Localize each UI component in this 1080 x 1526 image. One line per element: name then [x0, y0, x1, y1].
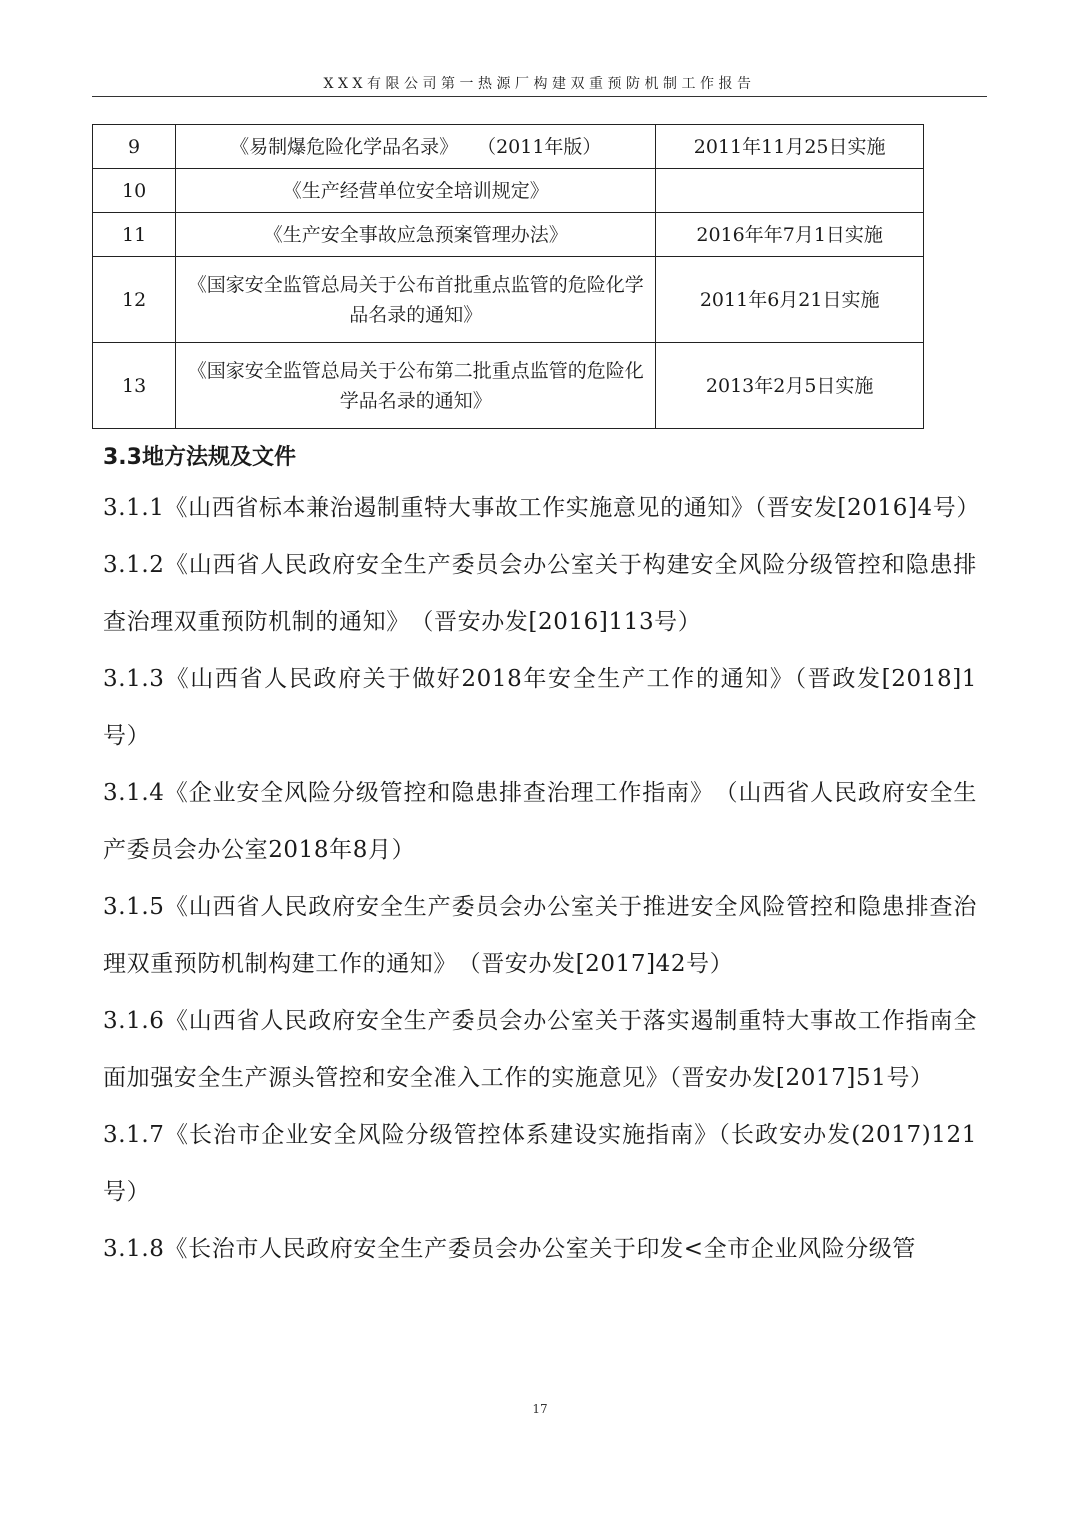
row-number: 9 [93, 125, 176, 169]
table-row [93, 125, 924, 169]
page-number: 17 [532, 1402, 548, 1416]
effective-date: 2011年6月21日实施 [656, 257, 924, 343]
regulation-name: 《国家安全监管总局关于公布首批重点监管的危险化学品名录的通知》 [176, 257, 656, 343]
list-item: 3.1.6《山西省人民政府安全生产委员会办公室关于落实遏制重特大事故工作指南全面加强安全生产源头管控和安全准入工作的实施意见》（晋安办发[2017]51号） [103, 1008, 977, 1091]
effective-date: 2016年年7月1日实施 [656, 213, 924, 257]
row-number: 13 [93, 343, 176, 429]
list-item: 3.1.2《山西省人民政府安全生产委员会办公室关于构建安全风险分级管控和隐患排查治理双重预防机制的通知》 （晋安办发[2016]113号） [103, 552, 977, 635]
list-item: 3.1.7《长治市企业安全风险分级管控体系建设实施指南》（长政安办发(2017)121号） [103, 1122, 977, 1205]
list-item: 3.1.8《长治市人民政府安全生产委员会办公室关于印发<全市企业风险分级管 [103, 1236, 916, 1262]
effective-date: 2011年11月25日实施 [656, 125, 924, 169]
effective-date: 2013年2月5日实施 [656, 343, 924, 429]
local-regulations-section [103, 436, 980, 1278]
regulation-name: 《易制爆危险化学品名录》 （2011年版） [176, 125, 656, 169]
regulation-name: 《国家安全监管总局关于公布第二批重点监管的危险化学品名录的通知》 [176, 343, 656, 429]
document-header: XXX有限公司第一热源厂构建双重预防机制工作报告 [92, 74, 987, 97]
section-heading: 3.3地方法规及文件 [103, 445, 296, 470]
table-row [93, 343, 924, 429]
list-item: 3.1.4《企业安全风险分级管控和隐患排查治理工作指南》 （山西省人民政府安全生产委员会办公室2018年8月） [103, 780, 977, 863]
regulations-table [92, 124, 924, 429]
list-item: 3.1.5《山西省人民政府安全生产委员会办公室关于推进安全风险管控和隐患排查治理双重预防机制构建工作的通知》 （晋安办发[2017]42号） [103, 894, 977, 977]
row-number: 12 [93, 257, 176, 343]
list-item: 3.1.3《山西省人民政府关于做好2018年安全生产工作的通知》（晋政发[2018]1号） [103, 666, 977, 749]
effective-date [656, 169, 924, 213]
regulation-name: 《生产安全事故应急预案管理办法》 [176, 213, 656, 257]
table-row [93, 257, 924, 343]
list-item: 3.1.1《山西省标本兼治遏制重特大事故工作实施意见的通知》（晋安发[2016]4号） [103, 495, 980, 521]
row-number: 11 [93, 213, 176, 257]
table-row [93, 213, 924, 257]
row-number: 10 [93, 169, 176, 213]
regulation-name: 《生产经营单位安全培训规定》 [176, 169, 656, 213]
table-row [93, 169, 924, 213]
